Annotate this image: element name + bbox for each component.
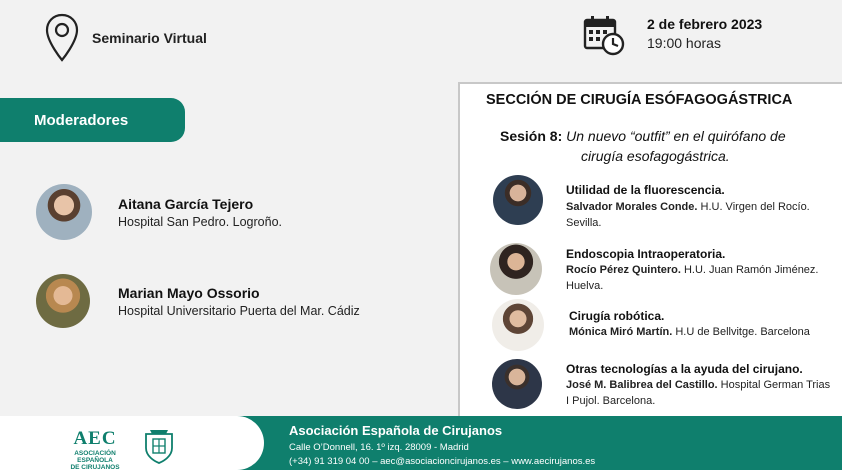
talk-title: Otras tecnologías a la ayuda del cirujano. (566, 362, 803, 376)
speaker-affiliation: H.U de Bellvitge. Barcelona (675, 326, 810, 338)
speaker-affiliation: H.U. Juan Ramón Jiménez. (683, 264, 819, 276)
organization-address: Calle O’Donnell, 16. 1º izq. 28009 - Madrid (289, 442, 469, 453)
section-title: SECCIÓN DE CIRUGÍA ESÓFAGOGÁSTRICA (486, 92, 793, 108)
crest-icon (142, 428, 176, 464)
talk-speaker (566, 262, 836, 294)
location-pin-icon (44, 13, 80, 63)
moderator-affiliation: Hospital Universitario Puerta del Mar. Cádiz (118, 304, 360, 318)
logo-subtitle-2: DE CIRUJANOS (70, 464, 120, 470)
moderator-name: Aitana García Tejero (118, 196, 254, 212)
speaker-city: Huelva. (566, 280, 604, 292)
speaker-name: Salvador Morales Conde. (566, 201, 698, 213)
speaker-affiliation: H.U. Virgen del Rocío. (700, 201, 810, 213)
speaker-name: Mónica Miró Martín. (569, 326, 673, 338)
event-date: 2 de febrero 2023 (647, 16, 763, 32)
session-title-line1: Un nuevo “outfit” en el quirófano de (566, 128, 786, 144)
moderator-photo (36, 184, 92, 240)
speaker-photo (490, 243, 542, 295)
speaker-city: Trias I Pujol. Barcelona. (566, 379, 831, 407)
calendar-clock-icon (583, 14, 625, 56)
session-heading (500, 126, 840, 166)
talk-speaker (569, 324, 839, 340)
speaker-affiliation: Hospital German (720, 379, 804, 391)
talk-title: Cirugía robótica. (569, 309, 665, 323)
talk-speaker (566, 199, 836, 231)
moderator-name: Marian Mayo Ossorio (118, 285, 260, 301)
talk-speaker (566, 377, 836, 409)
moderator-affiliation: Hospital San Pedro. Logroño. (118, 215, 282, 229)
speaker-city: Sevilla. (566, 217, 602, 229)
logo-text: AEC (73, 428, 117, 449)
moderator-photo (36, 274, 90, 328)
speaker-name: José M. Balibrea del Castillo. (566, 379, 718, 391)
logo-subtitle-1: ASOCIACIÓN ESPAÑOLA (74, 450, 116, 464)
event-time: 19:00 horas (647, 35, 721, 51)
talk-title: Utilidad de la fluorescencia. (566, 183, 725, 197)
speaker-photo (492, 299, 544, 351)
organization-contact: (+34) 91 319 04 00 – aec@asociacioncirujanos.es – www.aecirujanos.es (289, 456, 596, 467)
session-label: Sesión 8: (500, 128, 563, 144)
venue-label: Seminario Virtual (92, 30, 207, 46)
session-title-line2: cirugía esofagogástrica. (581, 148, 730, 164)
speaker-photo (492, 359, 542, 409)
speaker-photo (493, 175, 543, 225)
speaker-name: Rocío Pérez Quintero. (566, 264, 681, 276)
organization-name: Asociación Española de Cirujanos (289, 423, 503, 438)
talk-title: Endoscopia Intraoperatoria. (566, 247, 726, 261)
moderators-heading: Moderadores (0, 98, 185, 142)
footer-curve (200, 416, 264, 470)
aec-logo (60, 428, 130, 470)
